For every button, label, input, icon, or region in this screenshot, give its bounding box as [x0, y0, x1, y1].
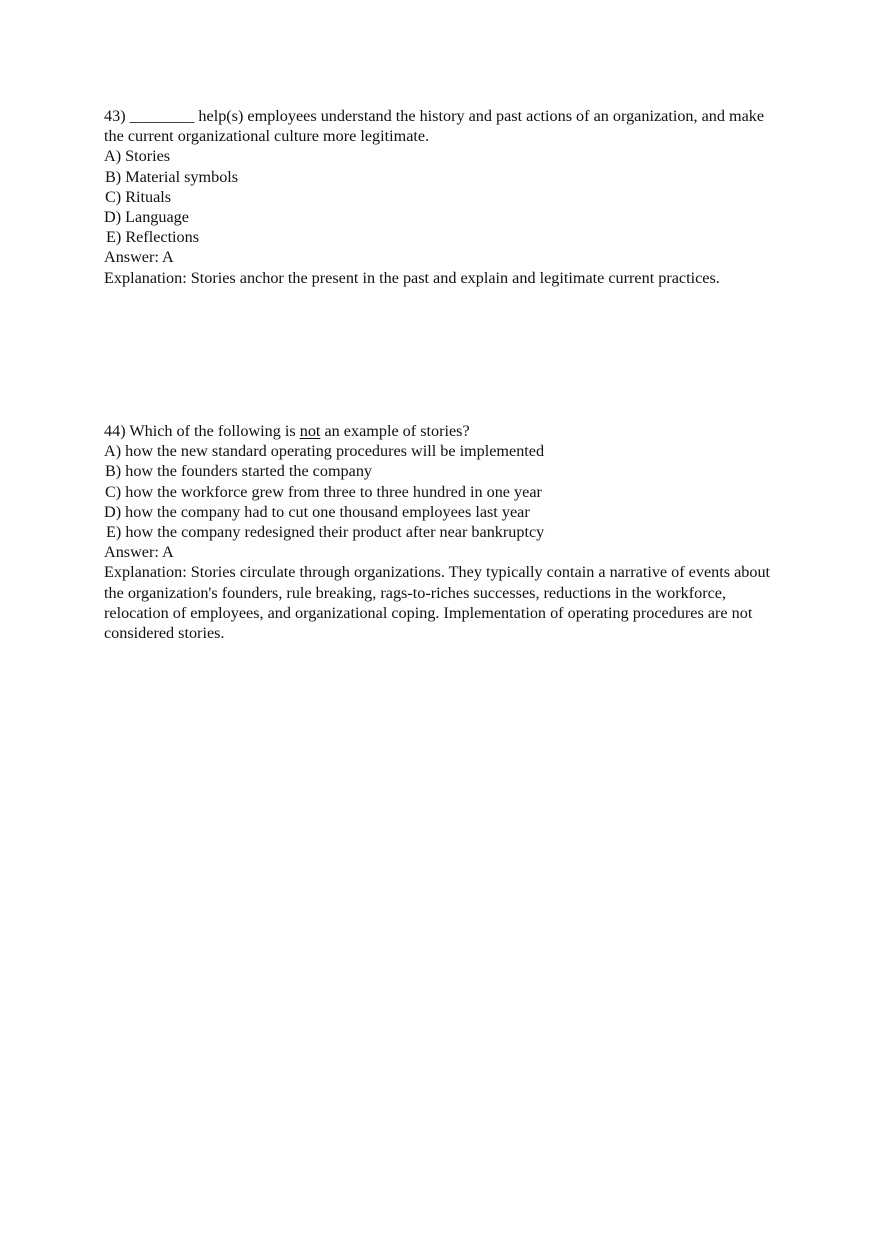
option-d: D) how the company had to cut one thousand employees last year — [104, 502, 530, 521]
answer: Answer: A — [104, 248, 174, 267]
stem-after: an example of stories? — [320, 422, 470, 440]
question-44 — [104, 421, 784, 643]
option-c: C) how the workforce grew from three to three hundred in one year — [105, 482, 542, 501]
explanation: Explanation: Stories anchor the present in the past and explain and legitimate current practices. — [104, 268, 720, 287]
option-d: D) Language — [104, 208, 189, 227]
option-e: E) how the company redesigned their product after near bankruptcy — [106, 523, 545, 542]
option-b: B) Material symbols — [105, 167, 239, 186]
question-stem — [104, 421, 784, 441]
answer: Answer: A — [104, 543, 174, 562]
stem-underlined: not — [299, 422, 321, 440]
explanation: Explanation: Stories circulate through organizations. They typically contain a narrative of events about the organization's founders, rule breaking, rags-to-riches successes, reductions in the workforce, relocation of employees, and organizational coping. Implementation of operating procedures are not considered stories. — [104, 563, 771, 643]
option-c: C) Rituals — [105, 187, 172, 206]
question-43 — [104, 106, 784, 288]
option-e: E) Reflections — [106, 228, 200, 247]
option-a: A) how the new standard operating procedures will be implemented — [104, 442, 545, 461]
option-a: A) Stories — [104, 147, 171, 166]
question-stem: 43) ________ help(s) employees understand the history and past actions of an organization, and make the current organizational culture more legitimate. — [104, 107, 765, 146]
option-b: B) how the founders started the company — [105, 462, 373, 481]
stem-before: 44) Which of the following is — [104, 422, 300, 440]
